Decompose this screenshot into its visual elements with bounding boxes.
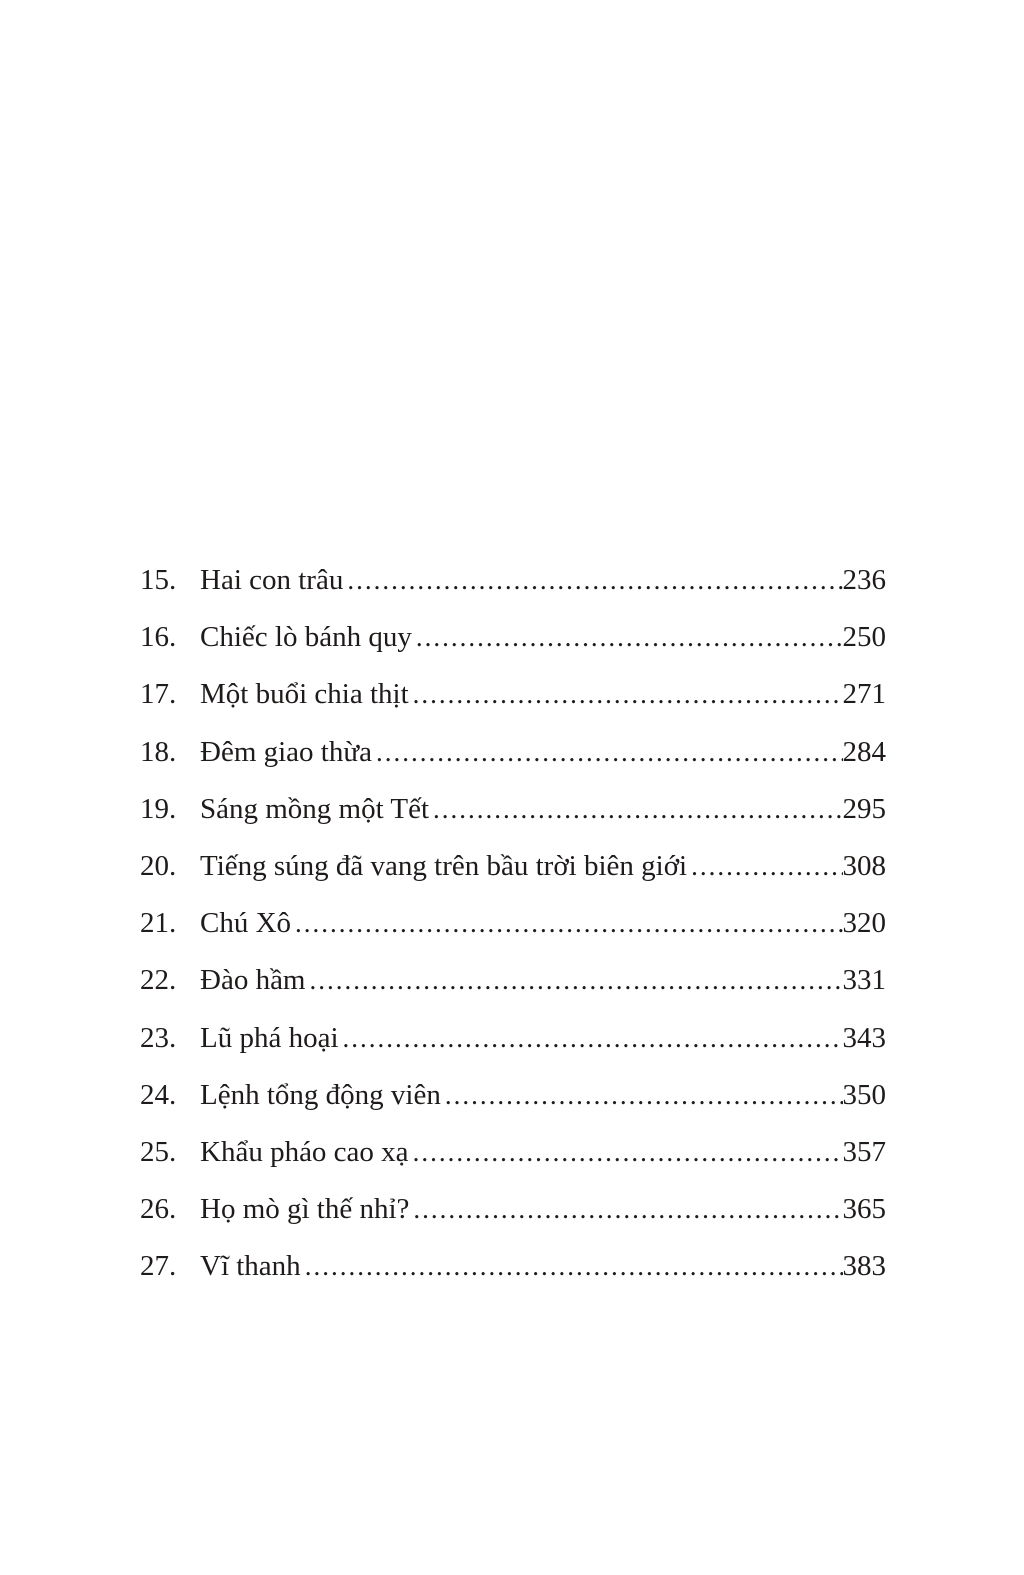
toc-entry-page: 295 bbox=[842, 792, 886, 825]
toc-entry-page: 284 bbox=[842, 735, 886, 768]
toc-entry-number: 23. bbox=[140, 1021, 177, 1054]
dot-leader bbox=[691, 838, 842, 895]
toc-entry-page: 343 bbox=[842, 1021, 886, 1054]
toc-entry-title: Một buổi chia thịt bbox=[200, 678, 409, 711]
toc-entry-page: 308 bbox=[842, 849, 886, 882]
toc-entry-number: 15. bbox=[140, 564, 177, 596]
toc-entry bbox=[140, 781, 886, 838]
toc-entry bbox=[140, 1238, 886, 1295]
toc-entry bbox=[140, 724, 886, 781]
toc-entry-title: Khẩu pháo cao xạ bbox=[200, 1135, 409, 1168]
toc-entry-page: 271 bbox=[842, 678, 886, 711]
toc-entry bbox=[140, 1067, 886, 1124]
dot-leader bbox=[413, 1181, 842, 1238]
toc-entry bbox=[140, 609, 886, 666]
toc-entry-number: 24. bbox=[140, 1078, 177, 1111]
dot-leader bbox=[295, 895, 842, 952]
toc-list bbox=[140, 552, 886, 1295]
toc-entry-title: Họ mò gì thế nhỉ? bbox=[200, 1193, 410, 1226]
toc-entry bbox=[140, 552, 886, 609]
toc-entry bbox=[140, 666, 886, 723]
toc-entry-number: 22. bbox=[140, 964, 177, 997]
toc-entry bbox=[140, 1010, 886, 1067]
toc-entry-title: Vĩ thanh bbox=[200, 1250, 301, 1283]
toc-entry bbox=[140, 952, 886, 1009]
toc-entry-title: Chiếc lò bánh quy bbox=[200, 621, 412, 654]
toc-entry-title: Lũ phá hoại bbox=[200, 1021, 339, 1054]
toc-entry-title: Lệnh tổng động viên bbox=[200, 1078, 441, 1111]
toc-entry-title: Sáng mồng một Tết bbox=[200, 792, 430, 825]
toc-entry-number: 17. bbox=[140, 678, 177, 711]
toc-entry-page: 365 bbox=[842, 1193, 886, 1226]
toc-entry-page: 383 bbox=[842, 1250, 886, 1283]
toc-entry-number: 16. bbox=[140, 621, 177, 654]
dot-leader bbox=[413, 1124, 843, 1181]
dot-leader bbox=[433, 781, 842, 838]
toc-entry-title: Đêm giao thừa bbox=[200, 735, 372, 768]
toc-entry-title: Chú Xô bbox=[200, 907, 292, 940]
dot-leader bbox=[376, 724, 843, 781]
toc-entry-number: 25. bbox=[140, 1135, 177, 1168]
toc-entry-number: 26. bbox=[140, 1193, 177, 1226]
toc-entry bbox=[140, 838, 886, 895]
toc-entry-page: 320 bbox=[842, 907, 886, 940]
dot-leader bbox=[416, 609, 843, 666]
toc-entry-page: 331 bbox=[842, 964, 886, 997]
toc-entry-page: 250 bbox=[842, 621, 886, 654]
dot-leader bbox=[343, 1010, 843, 1067]
dot-leader bbox=[310, 952, 843, 1009]
toc-entry-page: 236 bbox=[842, 564, 886, 596]
toc-entry bbox=[140, 1181, 886, 1238]
toc-entry bbox=[140, 1124, 886, 1181]
dot-leader bbox=[445, 1067, 843, 1124]
toc-entry-page: 357 bbox=[842, 1135, 886, 1168]
toc-entry-number: 21. bbox=[140, 907, 177, 940]
toc-entry-title: Đào hầm bbox=[200, 964, 306, 997]
dot-leader bbox=[347, 552, 842, 609]
toc-entry-number: 27. bbox=[140, 1250, 177, 1283]
toc-entry-number: 19. bbox=[140, 792, 177, 825]
toc-entry-title: Tiếng súng đã vang trên bầu trời biên giới bbox=[200, 849, 688, 882]
dot-leader bbox=[305, 1238, 843, 1295]
toc-entry-page: 350 bbox=[842, 1078, 886, 1111]
toc-entry bbox=[140, 895, 886, 952]
dot-leader bbox=[413, 666, 843, 723]
toc-entry-number: 20. bbox=[140, 849, 177, 882]
toc-entry-number: 18. bbox=[140, 735, 177, 768]
toc-entry-title: Hai con trâu bbox=[200, 564, 344, 596]
